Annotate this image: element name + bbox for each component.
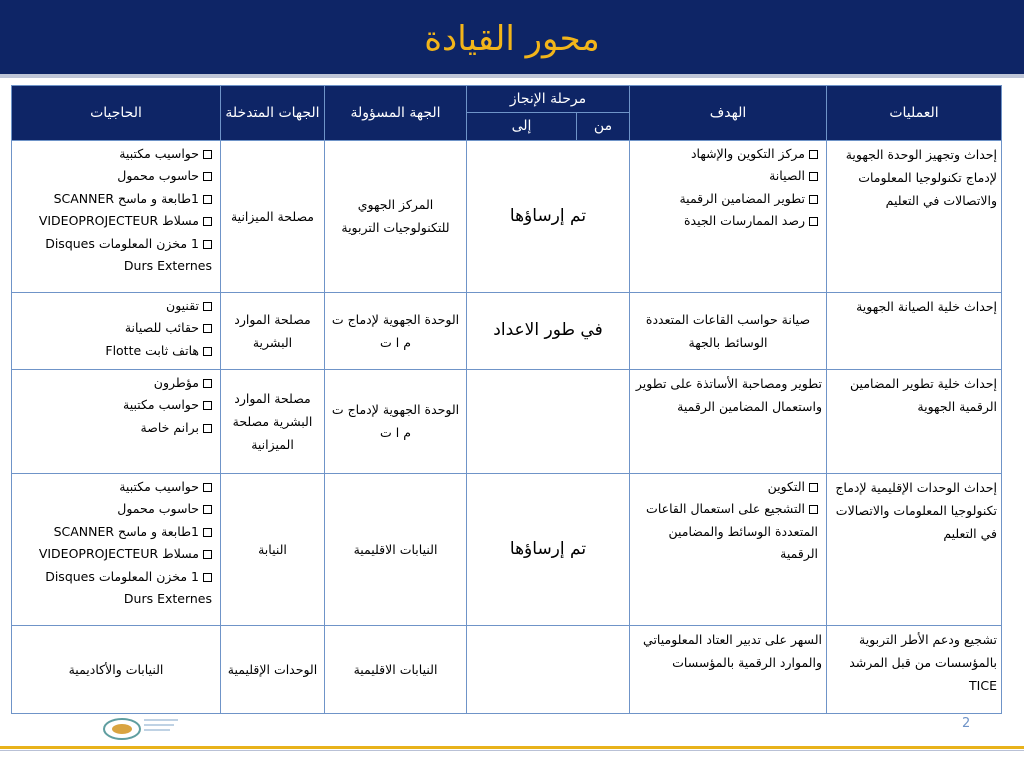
checkbox-bullet-icon	[203, 347, 212, 356]
needs-item: 1طابعة و ماسح SCANNER	[53, 523, 199, 539]
intervening-cell: مصلحة الموارد البشرية مصلحة الميزانية	[221, 369, 325, 473]
header-phase: مرحلة الإنجاز	[467, 86, 630, 113]
table-row	[12, 625, 1002, 713]
needs-item: برانم خاصة	[140, 419, 199, 435]
needs-item: تقنيون	[166, 297, 199, 313]
header-intervening: الجهات المتدخلة	[221, 86, 325, 141]
checkbox-bullet-icon	[203, 483, 212, 492]
page-title: محور القيادة	[424, 19, 600, 59]
checkbox-bullet-icon	[809, 172, 818, 181]
header-needs: الحاجيات	[12, 86, 221, 141]
checkbox-bullet-icon	[203, 505, 212, 514]
goal-item: الصيانة	[769, 168, 805, 184]
footer-divider	[0, 746, 1024, 749]
checkbox-bullet-icon	[203, 401, 212, 410]
needs-cell: النيابات والأكاديمية	[12, 625, 221, 713]
needs-cell	[12, 473, 221, 625]
checkbox-bullet-icon	[203, 424, 212, 433]
needs-cell	[12, 369, 221, 473]
header-goal: الهدف	[630, 86, 827, 141]
goal-cell	[630, 140, 827, 292]
needs-item: مسلاط VIDEOPROJECTEUR	[38, 213, 199, 229]
operation-cell: إحداث الوحدات الإقليمية لإدماج تكنولوجيا المعلومات والاتصالات في التعليم	[827, 473, 1002, 625]
checkbox-bullet-icon	[203, 217, 212, 226]
needs-item: 1 مخزن المعلومات Disques Durs Externes	[45, 235, 212, 274]
needs-item: حاسوب محمول	[117, 168, 199, 184]
needs-item: 1 مخزن المعلومات Disques Durs Externes	[45, 568, 212, 607]
checkbox-bullet-icon	[203, 195, 212, 204]
phase-cell: في طور الاعداد	[467, 292, 630, 369]
checkbox-bullet-icon	[203, 528, 212, 537]
checkbox-bullet-icon	[203, 573, 212, 582]
intervening-cell: مصلحة الموارد البشرية	[221, 292, 325, 369]
checkbox-bullet-icon	[203, 172, 212, 181]
needs-item: مؤطرون	[153, 374, 199, 390]
intervening-cell: الوحدات الإقليمية	[221, 625, 325, 713]
operation-cell: إحداث خلية الصيانة الجهوية	[827, 292, 1002, 369]
goal-item: مركز التكوين والإشهاد	[690, 145, 805, 161]
needs-item: حواسب مكتبية	[123, 397, 199, 413]
phase-cell	[467, 625, 630, 713]
responsible-cell: النيابات الاقليمية	[325, 625, 467, 713]
checkbox-bullet-icon	[203, 379, 212, 388]
header-operations: العمليات	[827, 86, 1002, 141]
operation-cell: إحداث وتجهيز الوحدة الجهوية لإدماج تكنولوجيا المعلومات والاتصالات في التعليم	[827, 140, 1002, 292]
needs-cell	[12, 140, 221, 292]
needs-item: حواسيب مكتبية	[119, 478, 199, 494]
checkbox-bullet-icon	[203, 302, 212, 311]
goal-item: التكوين	[767, 478, 805, 494]
operation-cell: تشجيع ودعم الأطر التربوية بالمؤسسات من قبل المرشد TICE	[827, 625, 1002, 713]
goal-cell: تطوير ومصاحبة الأساتذة على تطوير واستعمال المضامين الرقمية	[630, 369, 827, 473]
header-from: من	[577, 113, 630, 140]
responsible-cell: الوحدة الجهوية لإدماج ت م ا ت	[325, 369, 467, 473]
needs-item: 1طابعة و ماسح SCANNER	[53, 190, 199, 206]
goal-item: التشجيع على استعمال القاعات المتعددة الوسائط والمضامين الرقمية	[646, 501, 818, 562]
table-container	[11, 85, 1001, 714]
goal-cell	[630, 473, 827, 625]
program-logo-icon	[100, 712, 180, 742]
phase-cell: تم إرساؤها	[467, 473, 630, 625]
responsible-cell: الوحدة الجهوية لإدماج ت م ا ت	[325, 292, 467, 369]
table-row	[12, 369, 1002, 473]
responsible-cell: المركز الجهوي للتكنولوجيات التربوية	[325, 140, 467, 292]
checkbox-bullet-icon	[203, 240, 212, 249]
needs-item: هاتف ثابت Flotte	[105, 342, 199, 358]
checkbox-bullet-icon	[809, 195, 818, 204]
page-number: 2	[962, 716, 971, 731]
table-row	[12, 473, 1002, 625]
intervening-cell: النيابة	[221, 473, 325, 625]
needs-item: مسلاط VIDEOPROJECTEUR	[38, 546, 199, 562]
checkbox-bullet-icon	[203, 150, 212, 159]
checkbox-bullet-icon	[203, 324, 212, 333]
needs-item: حاسوب محمول	[117, 501, 199, 517]
title-bar	[0, 0, 1024, 78]
needs-cell	[12, 292, 221, 369]
goal-item: تطوير المضامين الرقمية	[679, 190, 805, 206]
responsible-cell: النيابات الاقليمية	[325, 473, 467, 625]
table-row	[12, 292, 1002, 369]
checkbox-bullet-icon	[809, 217, 818, 226]
needs-item: حواسيب مكتبية	[119, 145, 199, 161]
table-row	[12, 140, 1002, 292]
phase-cell	[467, 369, 630, 473]
needs-item: حقائب للصيانة	[124, 320, 199, 336]
goal-cell: السهر على تدبير العتاد المعلومياتي والموارد الرقمية بالمؤسسات	[630, 625, 827, 713]
checkbox-bullet-icon	[809, 505, 818, 514]
intervening-cell: مصلحة الميزانية	[221, 140, 325, 292]
header-to: إلى	[467, 113, 577, 140]
checkbox-bullet-icon	[809, 483, 818, 492]
header-row	[12, 86, 1002, 113]
checkbox-bullet-icon	[809, 150, 818, 159]
checkbox-bullet-icon	[203, 550, 212, 559]
footer-divider-thin	[0, 750, 1024, 751]
plan-table	[11, 85, 1002, 714]
goal-item: رصد الممارسات الجيدة	[683, 213, 805, 229]
phase-cell: تم إرساؤها	[467, 140, 630, 292]
operation-cell: إحداث خلية تطوير المضامين الرقمية الجهوية	[827, 369, 1002, 473]
goal-cell: صيانة حواسب القاعات المتعددة الوسائط بالجهة	[630, 292, 827, 369]
header-responsible: الجهة المسؤولة	[325, 86, 467, 141]
